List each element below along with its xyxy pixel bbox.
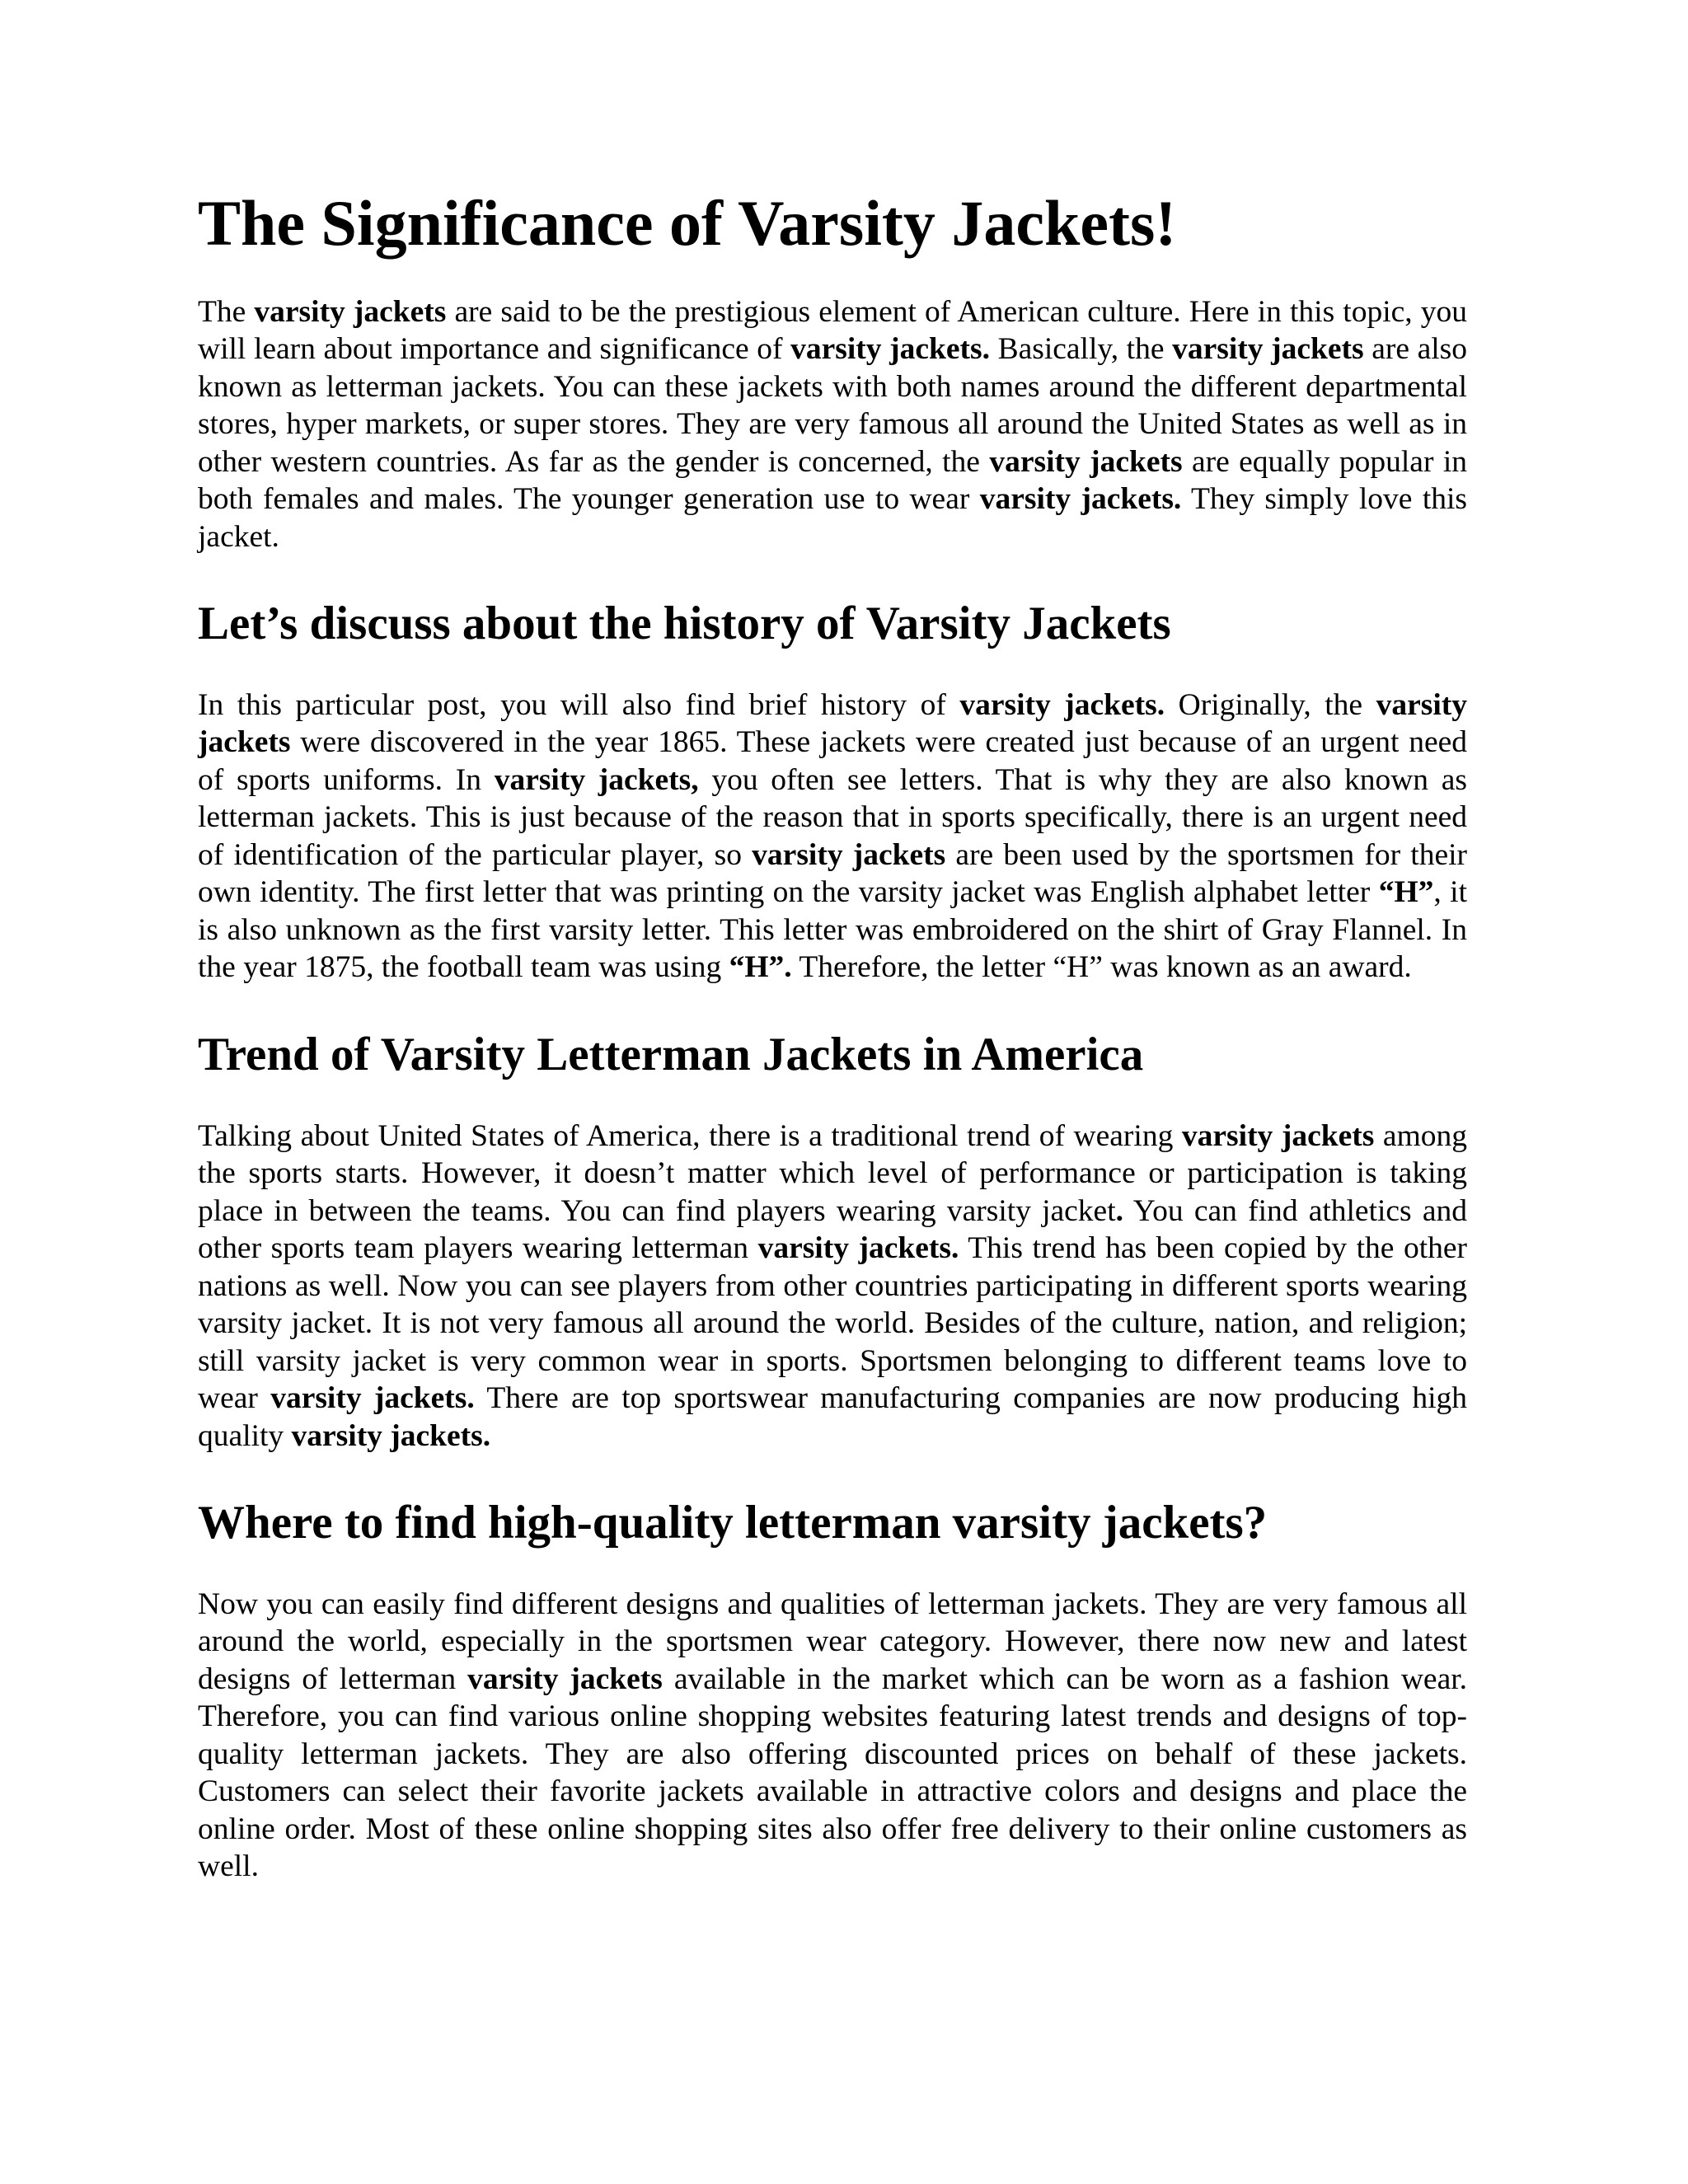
- bold-text-run: varsity jackets.: [959, 687, 1165, 722]
- text-run: Now you can easily find different designs and qualities of letterman jackets. They are very famous all around the world, especially in the sportsmen wear category. However, there now new and latest designs of letterman: [198, 1586, 1467, 1696]
- text-run: are said to be the prestigious element of American culture. Here in this topic, you will learn about importance and significance of: [198, 294, 1467, 367]
- bold-text-run: “H”: [1378, 875, 1434, 910]
- bold-text-run: varsity jackets: [198, 687, 1467, 760]
- section-heading: Where to find high-quality letterman varsity jackets?: [198, 1497, 1268, 1549]
- document-body: [198, 293, 1467, 1886]
- section-paragraph: [198, 293, 1467, 556]
- text-run: you often see letters. That is why they are also known as letterman jackets. This is just because of the reason that in sports specifically, there is an urgent need of identification of the particular player, so: [198, 762, 1468, 872]
- section-4: [198, 1497, 1467, 1886]
- text-run: Basically, the: [989, 332, 1173, 367]
- text-run: available in the market which can be worn as a fashion wear. Therefore, you can find various online shopping websites featuring latest trends and designs of top-quality letterman jackets. They are also offering discounted prices on behalf of these jackets. Customers can select their favorite jackets available in attractive colors and designs and place the online order. Most of these online shopping sites also offer free delivery to their online customers as well.: [198, 1661, 1468, 1884]
- text-run: are also known as letterman jackets. You can these jackets with both names around the different departmental stores, hyper markets, or super stores. They are very famous all around the United States as well as in other western countries. As far as the gender is concerned, the: [198, 332, 1468, 479]
- text-run: Originally, the: [1165, 687, 1376, 722]
- text-run: The: [198, 294, 255, 329]
- text-run: are equally popular in both females and males. The younger generation use to wear: [198, 444, 1467, 517]
- bold-text-run: varsity jackets.: [291, 1418, 491, 1453]
- section-3: [198, 1029, 1467, 1455]
- text-run: are been used by the sportsmen for their own identity. The first letter that was printing on the varsity jacket was English alphabet letter: [198, 837, 1468, 910]
- text-run: Talking about United States of America, there is a traditional trend of wearing: [198, 1118, 1182, 1153]
- section-paragraph: [198, 1118, 1467, 1455]
- section-heading: Let’s discuss about the history of Varsity Jackets: [198, 598, 1171, 650]
- bold-text-run: varsity jackets: [1181, 1118, 1375, 1153]
- text-run: You can find athletics and other sports team players wearing letterman: [198, 1193, 1467, 1266]
- bold-text-run: varsity jackets.: [757, 1231, 959, 1266]
- section-1: [198, 293, 1467, 556]
- bold-text-run: varsity jackets.: [979, 482, 1182, 517]
- text-run: were discovered in the year 1865. These jackets were created just because of an urgent need of sports uniforms. In: [198, 725, 1467, 797]
- section-heading: Trend of Varsity Letterman Jackets in America: [198, 1028, 1144, 1080]
- section-paragraph: [198, 1586, 1467, 1886]
- document-title: The Significance of Varsity Jackets!: [198, 187, 1177, 259]
- section-2: [198, 598, 1467, 987]
- text-run: In this particular post, you will also find brief history of: [198, 687, 960, 722]
- bold-text-run: varsity jackets.: [270, 1381, 475, 1416]
- bold-text-run: varsity jackets: [752, 837, 946, 872]
- text-run: They simply love this jacket.: [198, 482, 1467, 554]
- bold-text-run: .: [1115, 1193, 1123, 1228]
- bold-text-run: varsity jackets: [467, 1661, 663, 1696]
- bold-text-run: varsity jackets,: [494, 762, 699, 797]
- text-run: This trend has been copied by the other nations as well. Now you can see players from other countries participating in different sports wearing varsity jacket. It is not very famous all around the world. Besides of the culture, nation, and religion; still varsity jacket is very common wear in sports. Sportsmen belonging to different teams love to wear: [198, 1231, 1467, 1416]
- bold-text-run: “H”.: [729, 950, 792, 985]
- text-run: , it is also unknown as the first varsity letter. This letter was embroidered on the shirt of Gray Flannel. In the year 1875, the football team was using: [198, 875, 1467, 985]
- text-run: There are top sportswear manufacturing companies are now producing high quality: [198, 1381, 1467, 1453]
- bold-text-run: varsity jackets: [254, 294, 447, 329]
- section-paragraph: [198, 687, 1467, 987]
- bold-text-run: varsity jackets.: [790, 332, 990, 367]
- text-run: Therefore, the letter “H” was known as an award.: [791, 950, 1412, 985]
- bold-text-run: varsity jackets: [1172, 332, 1364, 367]
- text-run: among the sports starts. However, it doesn’t matter which level of performance or participation is taking place in between the teams. You can find players wearing varsity jacket: [198, 1118, 1467, 1228]
- document-page: [198, 188, 1467, 1886]
- bold-text-run: varsity jackets: [989, 444, 1183, 479]
